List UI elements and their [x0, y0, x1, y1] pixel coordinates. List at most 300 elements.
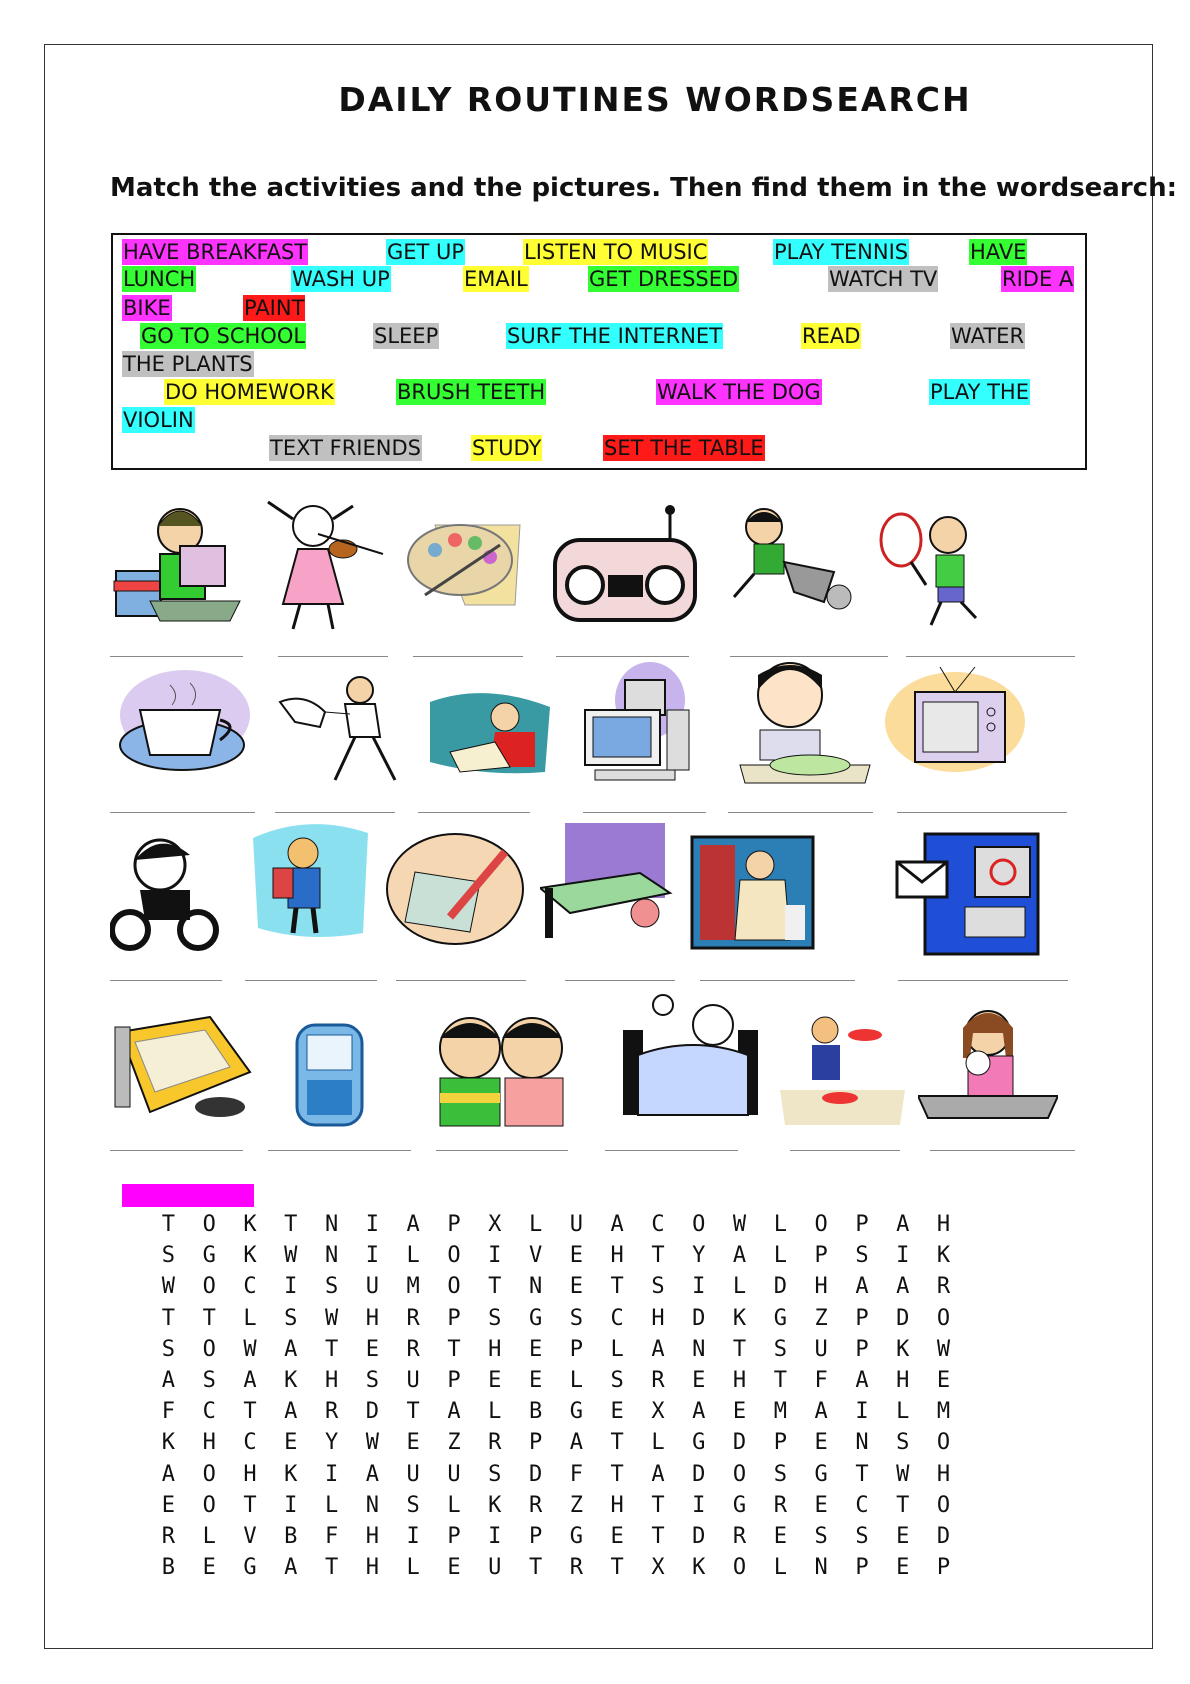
wordsearch-letter[interactable]: R — [324, 1399, 339, 1425]
wordsearch-letter[interactable]: I — [406, 1523, 420, 1549]
wordsearch-letter[interactable]: F — [814, 1367, 828, 1393]
wordsearch-row — [148, 1306, 964, 1337]
word-play-the: PLAY THE — [930, 380, 1029, 404]
wordsearch-letter[interactable]: D — [896, 1305, 910, 1331]
wordsearch-letter[interactable]: C — [651, 1212, 665, 1237]
wordsearch-letter[interactable]: R — [488, 1430, 502, 1456]
wordsearch-letter[interactable]: E — [202, 1555, 216, 1581]
wordsearch-letter[interactable]: L — [773, 1212, 787, 1237]
wordsearch-row — [148, 1337, 964, 1368]
wordsearch-letter[interactable]: S — [569, 1305, 583, 1331]
answer-line — [278, 656, 388, 657]
wordsearch-letter[interactable]: G — [732, 1492, 747, 1518]
radio-music-picture — [550, 500, 700, 625]
wordsearch-letter[interactable]: O — [936, 1305, 951, 1331]
wordsearch-letter[interactable]: H — [202, 1430, 216, 1456]
word-have-2: HAVE — [970, 240, 1027, 264]
wordsearch-letter[interactable]: K — [692, 1555, 706, 1581]
wordsearch-letter[interactable]: G — [569, 1399, 583, 1425]
page-title: DAILY ROUTINES WORDSEARCH — [338, 80, 972, 119]
wordsearch-letter[interactable]: P — [447, 1367, 461, 1393]
wordsearch-letter[interactable]: G — [773, 1305, 787, 1331]
wordsearch-letter[interactable]: H — [610, 1492, 624, 1518]
wordsearch-letter[interactable]: A — [855, 1367, 869, 1393]
wordsearch-letter[interactable]: K — [896, 1336, 910, 1362]
wordsearch-letter[interactable]: T — [528, 1555, 543, 1581]
wordsearch-letter[interactable]: D — [365, 1399, 379, 1425]
wordsearch-letter[interactable]: S — [855, 1243, 869, 1269]
wordsearch-letter[interactable]: X — [651, 1399, 665, 1425]
wordsearch-letter[interactable]: E — [773, 1523, 787, 1549]
wordsearch-letter[interactable]: K — [732, 1305, 747, 1331]
wordsearch-letter[interactable]: R — [528, 1492, 543, 1518]
wordsearch-letter[interactable]: T — [610, 1274, 624, 1300]
word-read: READ — [802, 324, 861, 348]
mobile-phone-picture — [292, 1020, 367, 1130]
wordsearch-letter[interactable]: L — [406, 1243, 420, 1269]
wordsearch-letter[interactable]: T — [732, 1336, 747, 1362]
wordsearch-letter[interactable]: L — [651, 1430, 665, 1456]
word-get-up: GET UP — [387, 240, 465, 264]
wordsearch-letter[interactable]: W — [732, 1212, 747, 1237]
wordsearch-letter[interactable]: C — [202, 1399, 216, 1425]
wordsearch-letter[interactable]: T — [610, 1555, 624, 1581]
wordsearch-letter[interactable]: D — [692, 1461, 706, 1487]
wordsearch-letter[interactable]: B — [528, 1399, 543, 1425]
wordsearch-letter[interactable]: G — [692, 1430, 706, 1456]
wordsearch-letter[interactable]: E — [692, 1367, 706, 1393]
wordsearch-letter[interactable]: D — [936, 1523, 951, 1549]
wordsearch-letter[interactable]: O — [202, 1274, 216, 1300]
wordsearch-letter[interactable]: A — [855, 1274, 869, 1300]
word-listen-to-music: LISTEN TO MUSIC — [524, 240, 708, 264]
cooking-lunch-picture — [730, 655, 880, 785]
wordsearch-letter[interactable]: A — [365, 1461, 379, 1487]
word-go-to-school: GO TO SCHOOL — [141, 324, 306, 348]
wordsearch-letter[interactable]: A — [651, 1461, 665, 1487]
wordsearch-letter[interactable]: L — [202, 1523, 216, 1549]
wordsearch-letter[interactable]: R — [651, 1367, 665, 1393]
wordsearch-letter[interactable]: W — [243, 1336, 257, 1362]
wordsearch-letter[interactable]: K — [284, 1461, 298, 1487]
wordsearch-letter[interactable]: L — [773, 1555, 787, 1581]
wordsearch-letter[interactable]: F — [324, 1523, 339, 1549]
wordsearch-letter[interactable]: P — [447, 1523, 461, 1549]
wordsearch-letter[interactable]: R — [406, 1336, 420, 1362]
wordsearch-letter[interactable]: A — [692, 1399, 706, 1425]
wordsearch-letter[interactable]: L — [528, 1212, 543, 1237]
wordsearch-letter[interactable]: S — [488, 1305, 502, 1331]
wordsearch-letter[interactable]: H — [896, 1367, 910, 1393]
wordsearch-letter[interactable]: R — [936, 1274, 951, 1300]
wordsearch-letter[interactable]: R — [773, 1492, 787, 1518]
wordsearch-letter[interactable]: N — [814, 1555, 828, 1581]
wordsearch-letter[interactable]: S — [814, 1523, 828, 1549]
wordsearch-letter[interactable]: O — [692, 1212, 706, 1237]
wordsearch-letter[interactable]: P — [773, 1430, 787, 1456]
answer-line — [245, 980, 377, 981]
wordsearch-letter[interactable]: A — [284, 1399, 298, 1425]
wordsearch-letter[interactable]: T — [651, 1492, 665, 1518]
wordsearch-letter[interactable]: Z — [447, 1430, 461, 1456]
wordsearch-letter[interactable]: I — [692, 1274, 706, 1300]
wordsearch-letter[interactable]: P — [447, 1212, 461, 1237]
wordsearch-letter[interactable]: O — [202, 1212, 216, 1237]
wordsearch-letter[interactable]: L — [896, 1399, 910, 1425]
wordsearch-letter[interactable]: W — [896, 1461, 910, 1487]
wordsearch-letter[interactable]: G — [528, 1305, 543, 1331]
wordsearch-letter[interactable]: A — [610, 1212, 624, 1237]
wordsearch-letter[interactable]: E — [896, 1555, 910, 1581]
wordsearch-letter[interactable]: N — [324, 1243, 339, 1269]
wordsearch-letter[interactable]: R — [406, 1305, 420, 1331]
wordsearch-letter[interactable]: H — [488, 1336, 502, 1362]
answer-line — [728, 812, 873, 813]
wordsearch-letter[interactable]: H — [814, 1274, 828, 1300]
wordsearch-letter[interactable]: S — [773, 1461, 787, 1487]
wordsearch-letter[interactable]: H — [732, 1367, 747, 1393]
wordsearch-letter[interactable]: D — [773, 1274, 787, 1300]
answer-line — [898, 980, 1068, 981]
wordsearch-letter[interactable]: T — [406, 1399, 420, 1425]
wordsearch-letter[interactable]: U — [488, 1555, 502, 1581]
wordsearch-letter[interactable]: I — [284, 1492, 298, 1518]
wordsearch-letter[interactable]: I — [692, 1492, 706, 1518]
wordsearch-letter[interactable]: W — [324, 1305, 339, 1331]
wordsearch-letter[interactable]: O — [202, 1336, 216, 1362]
wordsearch-letter[interactable]: E — [365, 1336, 379, 1362]
wordsearch-letter[interactable]: K — [243, 1212, 257, 1237]
wordsearch-letter[interactable]: L — [488, 1399, 502, 1425]
wordsearch-letter[interactable]: L — [447, 1492, 461, 1518]
wordsearch-letter[interactable]: M — [773, 1399, 787, 1425]
wordsearch-letter[interactable]: B — [161, 1555, 176, 1581]
wordsearch-letter[interactable]: E — [161, 1492, 176, 1518]
wordsearch-letter[interactable]: T — [610, 1430, 624, 1456]
wordsearch-letter[interactable]: P — [855, 1305, 869, 1331]
wordsearch-letter[interactable]: C — [243, 1430, 257, 1456]
word-text-friends: TEXT FRIENDS — [270, 436, 421, 460]
wordsearch-letter[interactable]: E — [610, 1523, 624, 1549]
wordsearch-letter[interactable]: H — [651, 1305, 665, 1331]
wordsearch-letter[interactable]: U — [447, 1461, 461, 1487]
word-email: EMAIL — [464, 267, 528, 291]
wordsearch-letter[interactable]: E — [528, 1367, 543, 1393]
wordsearch-letter[interactable]: L — [732, 1274, 747, 1300]
answer-line — [906, 656, 1075, 657]
wordsearch-letter[interactable]: E — [610, 1399, 624, 1425]
wordsearch-letter[interactable]: P — [528, 1430, 543, 1456]
wordsearch-letter[interactable]: S — [406, 1492, 420, 1518]
wordsearch-letter[interactable]: O — [732, 1555, 747, 1581]
answer-line — [268, 1150, 411, 1151]
wordsearch-letter[interactable]: P — [855, 1336, 869, 1362]
wordsearch-letter[interactable]: O — [936, 1492, 951, 1518]
instruction-text: Match the activities and the pictures. Then find them in the wordsearch: — [110, 173, 1177, 203]
email-computer-picture — [895, 832, 1040, 957]
wordsearch-letter[interactable]: O — [732, 1461, 747, 1487]
answer-line — [790, 1150, 900, 1151]
wordsearch-row — [148, 1555, 964, 1586]
wordsearch-letter[interactable]: N — [692, 1336, 706, 1362]
wordsearch-letter[interactable]: I — [324, 1461, 339, 1487]
wordsearch-letter[interactable]: G — [202, 1243, 216, 1269]
wordsearch-letter[interactable]: S — [896, 1430, 910, 1456]
wordsearch-letter[interactable]: I — [855, 1399, 869, 1425]
wordsearch-letter[interactable]: D — [528, 1461, 543, 1487]
word-water: WATER — [951, 324, 1025, 348]
wordsearch-letter[interactable]: T — [324, 1555, 339, 1581]
wordsearch-color-marker — [122, 1184, 254, 1207]
wordsearch-row — [148, 1243, 964, 1274]
wordsearch-letter[interactable]: E — [488, 1367, 502, 1393]
wordsearch-letter[interactable]: E — [528, 1336, 543, 1362]
bike-rider-picture — [110, 830, 222, 955]
wordsearch-letter[interactable]: T — [202, 1305, 216, 1331]
wordsearch-letter[interactable]: H — [243, 1461, 257, 1487]
wordsearch-letter[interactable]: T — [447, 1336, 461, 1362]
wordsearch-letter[interactable]: E — [569, 1274, 583, 1300]
wordsearch-letter[interactable]: P — [447, 1305, 461, 1331]
wordsearch-letter[interactable]: K — [243, 1243, 257, 1269]
wordsearch-letter[interactable]: K — [936, 1243, 951, 1269]
wordsearch-letter[interactable]: L — [243, 1305, 257, 1331]
wordsearch-letter[interactable]: T — [773, 1367, 787, 1393]
wordsearch-letter[interactable]: A — [406, 1212, 420, 1237]
wordsearch-letter[interactable]: R — [569, 1555, 583, 1581]
wordsearch-letter[interactable]: I — [488, 1523, 502, 1549]
wordsearch-letter[interactable]: N — [324, 1212, 339, 1237]
wordsearch-letter[interactable]: S — [773, 1336, 787, 1362]
wordsearch-letter[interactable]: L — [773, 1243, 787, 1269]
homework-study-picture — [425, 682, 555, 782]
tennis-boy-picture — [876, 500, 1006, 630]
wordsearch-letter[interactable]: E — [447, 1555, 461, 1581]
wordsearch-letter[interactable]: S — [284, 1305, 298, 1331]
wordsearch-letter[interactable]: E — [814, 1430, 828, 1456]
wordsearch-letter[interactable]: P — [569, 1336, 583, 1362]
wordsearch-letter[interactable]: I — [488, 1243, 502, 1269]
wordsearch-letter[interactable]: K — [284, 1367, 298, 1393]
wordsearch-letter[interactable]: S — [651, 1274, 665, 1300]
wordsearch-letter[interactable]: A — [896, 1274, 910, 1300]
word-the-plants: THE PLANTS — [123, 352, 253, 376]
wordsearch-letter[interactable]: R — [161, 1523, 176, 1549]
wordsearch-letter[interactable]: T — [161, 1305, 176, 1331]
wordsearch-letter[interactable]: G — [243, 1555, 257, 1581]
wordsearch-letter[interactable]: S — [855, 1523, 869, 1549]
wordsearch-letter[interactable]: D — [692, 1305, 706, 1331]
wordsearch-letter[interactable]: T — [488, 1274, 502, 1300]
wordsearch-letter[interactable]: S — [488, 1461, 502, 1487]
wordsearch-letter[interactable]: N — [365, 1492, 379, 1518]
wordsearch-letter[interactable]: A — [161, 1461, 176, 1487]
word-walk-the-dog: WALK THE DOG — [657, 380, 821, 404]
school-boy-picture — [248, 818, 373, 943]
wordsearch-letter[interactable]: D — [732, 1430, 747, 1456]
wordsearch-letter[interactable]: X — [488, 1212, 502, 1237]
wordsearch-letter[interactable]: A — [732, 1243, 747, 1269]
wordsearch-letter[interactable]: R — [732, 1523, 747, 1549]
wordsearch-letter[interactable]: I — [284, 1274, 298, 1300]
wordsearch-letter[interactable]: T — [161, 1212, 176, 1237]
wordsearch-letter[interactable]: X — [651, 1555, 665, 1581]
wordsearch-letter[interactable]: L — [324, 1492, 339, 1518]
answer-line — [418, 812, 530, 813]
wordsearch-letter[interactable]: A — [651, 1336, 665, 1362]
wordsearch-letter[interactable]: Z — [814, 1305, 828, 1331]
wordsearch-letter[interactable]: U — [365, 1274, 379, 1300]
wordsearch-letter[interactable]: T — [610, 1461, 624, 1487]
word-get-dressed: GET DRESSED — [589, 267, 739, 291]
wordsearch-letter[interactable]: A — [447, 1399, 461, 1425]
wordsearch-letter[interactable]: O — [447, 1243, 461, 1269]
wordsearch-letter[interactable]: P — [528, 1523, 543, 1549]
wordsearch-letter[interactable]: A — [161, 1367, 176, 1393]
wordsearch-letter[interactable]: U — [569, 1212, 583, 1237]
wordsearch-letter[interactable]: K — [488, 1492, 502, 1518]
wordsearch-letter[interactable]: H — [936, 1461, 951, 1487]
wordsearch-letter[interactable]: W — [284, 1243, 298, 1269]
wordsearch-letter[interactable]: F — [569, 1461, 583, 1487]
wordsearch-letter[interactable]: D — [692, 1523, 706, 1549]
wordsearch-letter[interactable]: C — [610, 1305, 624, 1331]
wordsearch-letter[interactable]: O — [202, 1461, 216, 1487]
wordsearch-letter[interactable]: G — [814, 1461, 828, 1487]
wordsearch-letter[interactable]: L — [569, 1367, 583, 1393]
wordsearch-letter[interactable]: O — [936, 1430, 951, 1456]
wordsearch-letter[interactable]: I — [896, 1243, 910, 1269]
washing-up-picture — [918, 998, 1058, 1123]
wordsearch-letter[interactable]: W — [365, 1430, 379, 1456]
word-sleep: SLEEP — [374, 324, 439, 348]
wordsearch-letter[interactable]: T — [284, 1212, 298, 1237]
wordsearch-grid — [148, 1212, 964, 1586]
answer-line — [897, 812, 1067, 813]
wordsearch-letter[interactable]: G — [569, 1523, 583, 1549]
violin-girl-picture — [258, 494, 388, 634]
wordsearch-letter[interactable]: S — [365, 1367, 379, 1393]
wordsearch-letter[interactable]: A — [284, 1555, 298, 1581]
wordsearch-letter[interactable]: A — [569, 1430, 583, 1456]
wordsearch-letter[interactable]: V — [528, 1243, 543, 1269]
answer-line — [110, 812, 255, 813]
bed-sleep-picture — [540, 818, 675, 943]
wordsearch-letter[interactable]: T — [651, 1523, 665, 1549]
wordsearch-letter[interactable]: L — [610, 1336, 624, 1362]
wordsearch-letter[interactable]: Y — [692, 1243, 706, 1269]
wordsearch-letter[interactable]: E — [896, 1523, 910, 1549]
wordsearch-letter[interactable]: L — [406, 1555, 420, 1581]
word-study: STUDY — [472, 436, 542, 460]
wordsearch-letter[interactable]: A — [896, 1212, 910, 1237]
wordsearch-letter[interactable]: H — [936, 1212, 951, 1237]
wordsearch-row — [148, 1399, 964, 1430]
wordsearch-letter[interactable]: E — [936, 1367, 951, 1393]
wordsearch-letter[interactable]: H — [324, 1367, 339, 1393]
wordsearch-letter[interactable]: F — [161, 1399, 176, 1425]
breakfast-cup-picture — [110, 665, 255, 785]
answer-line — [565, 980, 675, 981]
wordsearch-letter[interactable]: A — [284, 1336, 298, 1362]
word-surf-the-internet: SURF THE INTERNET — [507, 324, 723, 348]
wordsearch-letter[interactable]: N — [528, 1274, 543, 1300]
wordsearch-letter[interactable]: S — [202, 1367, 216, 1393]
wordsearch-letter[interactable]: T — [651, 1243, 665, 1269]
wordsearch-letter[interactable]: W — [936, 1336, 951, 1362]
wordsearch-letter[interactable]: P — [855, 1212, 869, 1237]
wordsearch-letter[interactable]: E — [732, 1399, 747, 1425]
wordsearch-letter[interactable]: U — [406, 1367, 420, 1393]
word-paint: PAINT — [244, 296, 305, 320]
wordsearch-letter[interactable]: M — [406, 1274, 420, 1300]
wordsearch-letter[interactable]: K — [161, 1430, 176, 1456]
wordsearch-row — [148, 1524, 964, 1555]
wordsearch-letter[interactable]: E — [284, 1430, 298, 1456]
setting-table-picture — [780, 1010, 905, 1125]
wordsearch-letter[interactable]: P — [855, 1555, 869, 1581]
wordsearch-letter[interactable]: Y — [324, 1430, 339, 1456]
wordsearch-letter[interactable]: U — [406, 1461, 420, 1487]
wordsearch-letter[interactable]: A — [243, 1367, 257, 1393]
wordsearch-letter[interactable]: U — [814, 1336, 828, 1362]
wordsearch-letter[interactable]: A — [814, 1399, 828, 1425]
wordsearch-letter[interactable]: M — [936, 1399, 951, 1425]
wordsearch-letter[interactable]: H — [365, 1555, 379, 1581]
dog-walking-picture — [275, 672, 405, 787]
wordsearch-letter[interactable]: B — [284, 1523, 298, 1549]
wordsearch-letter[interactable]: E — [814, 1492, 828, 1518]
wordsearch-letter[interactable]: H — [365, 1523, 379, 1549]
answer-line — [930, 1150, 1075, 1151]
wordsearch-letter[interactable]: E — [406, 1430, 420, 1456]
word-wash-up: WASH UP — [292, 267, 390, 291]
wordsearch-letter[interactable]: T — [324, 1336, 339, 1362]
wordsearch-letter[interactable]: T — [896, 1492, 910, 1518]
word-bank — [111, 233, 1087, 470]
wordsearch-letter[interactable]: Z — [569, 1492, 583, 1518]
wordsearch-letter[interactable]: I — [365, 1212, 379, 1237]
wordsearch-letter[interactable]: E — [569, 1243, 583, 1269]
wordsearch-letter[interactable]: O — [447, 1274, 461, 1300]
wordsearch-letter[interactable]: S — [161, 1336, 176, 1362]
wordsearch-letter[interactable]: T — [855, 1461, 869, 1487]
wordsearch-letter[interactable]: N — [855, 1430, 869, 1456]
wordsearch-letter[interactable]: V — [243, 1523, 257, 1549]
wordsearch-letter[interactable]: I — [365, 1243, 379, 1269]
wordsearch-letter[interactable]: H — [610, 1243, 624, 1269]
wordsearch-letter[interactable]: C — [243, 1274, 257, 1300]
wordsearch-letter[interactable]: P — [814, 1243, 828, 1269]
watering-plants-picture — [724, 502, 864, 632]
wordsearch-letter[interactable]: C — [855, 1492, 869, 1518]
wordsearch-letter[interactable]: O — [202, 1492, 216, 1518]
answer-line — [275, 812, 395, 813]
wordsearch-letter[interactable]: W — [161, 1274, 176, 1300]
wordsearch-letter[interactable]: P — [936, 1555, 951, 1581]
wordsearch-letter[interactable]: S — [610, 1367, 624, 1393]
wordsearch-row — [148, 1462, 964, 1493]
wordsearch-letter[interactable]: S — [324, 1274, 339, 1300]
wordsearch-letter[interactable]: O — [814, 1212, 828, 1237]
wordsearch-letter[interactable]: H — [365, 1305, 379, 1331]
word-ride-a: RIDE A — [1002, 267, 1074, 291]
wordsearch-letter[interactable]: T — [243, 1399, 257, 1425]
wordsearch-letter[interactable]: S — [161, 1243, 176, 1269]
wordsearch-letter[interactable]: T — [243, 1492, 257, 1518]
brushing-teeth-picture — [420, 1008, 580, 1128]
answer-line — [605, 1150, 738, 1151]
